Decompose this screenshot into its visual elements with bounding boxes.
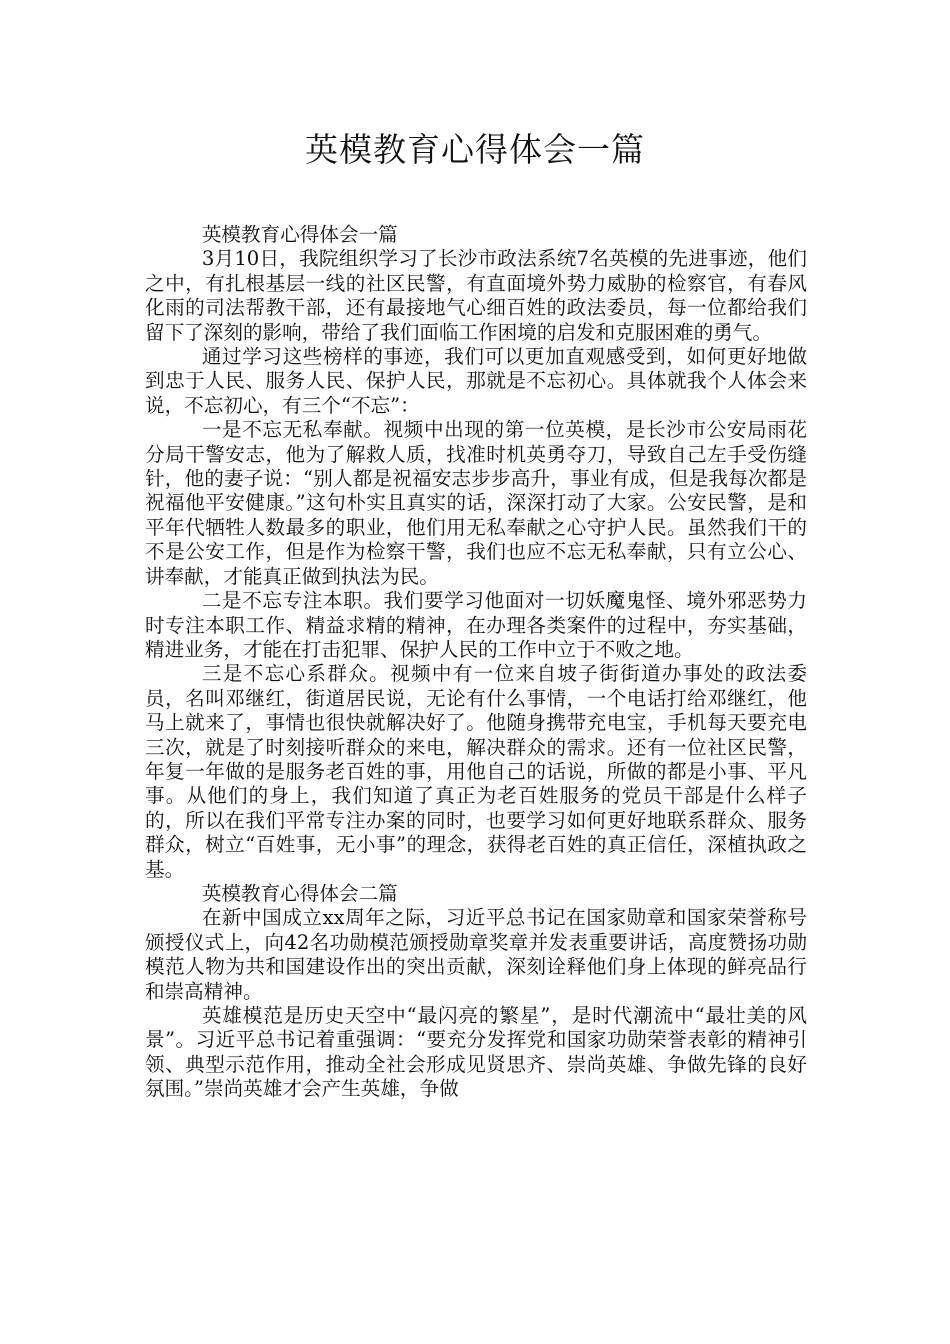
paragraph: 一是不忘无私奉献。视频中出现的第一位英模，是长沙市公安局雨花分局干警安志，他为了解救人质，找准时机英勇夺刀，导致自己左手受伤缝针，他的妻子说：“别人都是祝福安志步步高升，事业有成，但是我每次都是祝福他平安健康。”这句朴实且真实的话，深深打动了大家。公安民警，是和平年代牺牲人数最多的职业，他们用无私奉献之心守护人民。虽然我们干的不是公安工作，但是作为检察干警，我们也应不忘无私奉献，只有立公心、讲奉献，才能真正做到执法为民。 (145, 418, 807, 588)
paragraph: 在新中国成立xx周年之际，习近平总书记在国家勋章和国家荣誉称号颁授仪式上，向42名功勋模范颁授勋章奖章并发表重要讲话，高度赞扬功勋模范人物为共和国建设作出的突出贡献，深刻诠释他们身上体现的鲜亮品行和崇高精神。 (145, 906, 807, 1003)
paragraph: 英雄模范是历史天空中“最闪亮的繁星”，是时代潮流中“最壮美的风景”。习近平总书记着重强调：“要充分发挥党和国家功勋荣誉表彰的精神引领、典型示范作用，推动全社会形成见贤思齐、崇尚英雄、争做先锋的良好氛围。”崇尚英雄才会产生英雄，争做 (145, 1004, 807, 1101)
section-heading-1: 英模教育心得体会一篇 (201, 223, 398, 246)
document-body (145, 223, 807, 1102)
paragraph: 通过学习这些榜样的事迹，我们可以更加直观感受到，如何更好地做到忠于人民、服务人民、保护人民，那就是不忘初心。具体就我个人体会来说，不忘初心，有三个“不忘”： (145, 345, 807, 417)
paragraph: 三是不忘心系群众。视频中有一位来自坡子街街道办事处的政法委员，名叫邓继红，街道居民说，无论有什么事情，一个电话打给邓继红，他马上就来了，事情也很快就解决好了。他随身携带充电宝，手机每天要充电三次，就是了时刻接听群众的来电，解决群众的需求。还有一位社区民警，年复一年做的是服务老百姓的事，用他自己的话说，所做的都是小事、平凡事。从他们的身上，我们知道了真正为老百姓服务的党员干部是什么样子的，所以在我们平常专注办案的同时，也要学习如何更好地联系群众、服务群众，树立“百姓事，无小事”的理念，获得老百姓的真正信任，深植执政之基。 (145, 662, 807, 881)
document-title: 英模教育心得体会一篇 (305, 130, 645, 169)
section-heading-2: 英模教育心得体会二篇 (201, 881, 398, 905)
paragraph: 二是不忘专注本职。我们要学习他面对一切妖魔鬼怪、境外邪恶势力时专注本职工作、精益求精的精神，在办理各类案件的过程中，夯实基础，精进业务，才能在打击犯罪、保护人民的工作中立于不败之地。 (145, 589, 807, 661)
paragraph: 3月10日，我院组织学习了长沙市政法系统7名英模的先进事迹，他们之中，有扎根基层一线的社区民警，有直面境外势力威胁的检察官，有春风化雨的司法帮教干部，还有最接地气心细百姓的政法委员，每一位都给我们留下了深刻的影响，带给了我们面临工作困境的启发和克服困难的勇气。 (145, 247, 807, 344)
